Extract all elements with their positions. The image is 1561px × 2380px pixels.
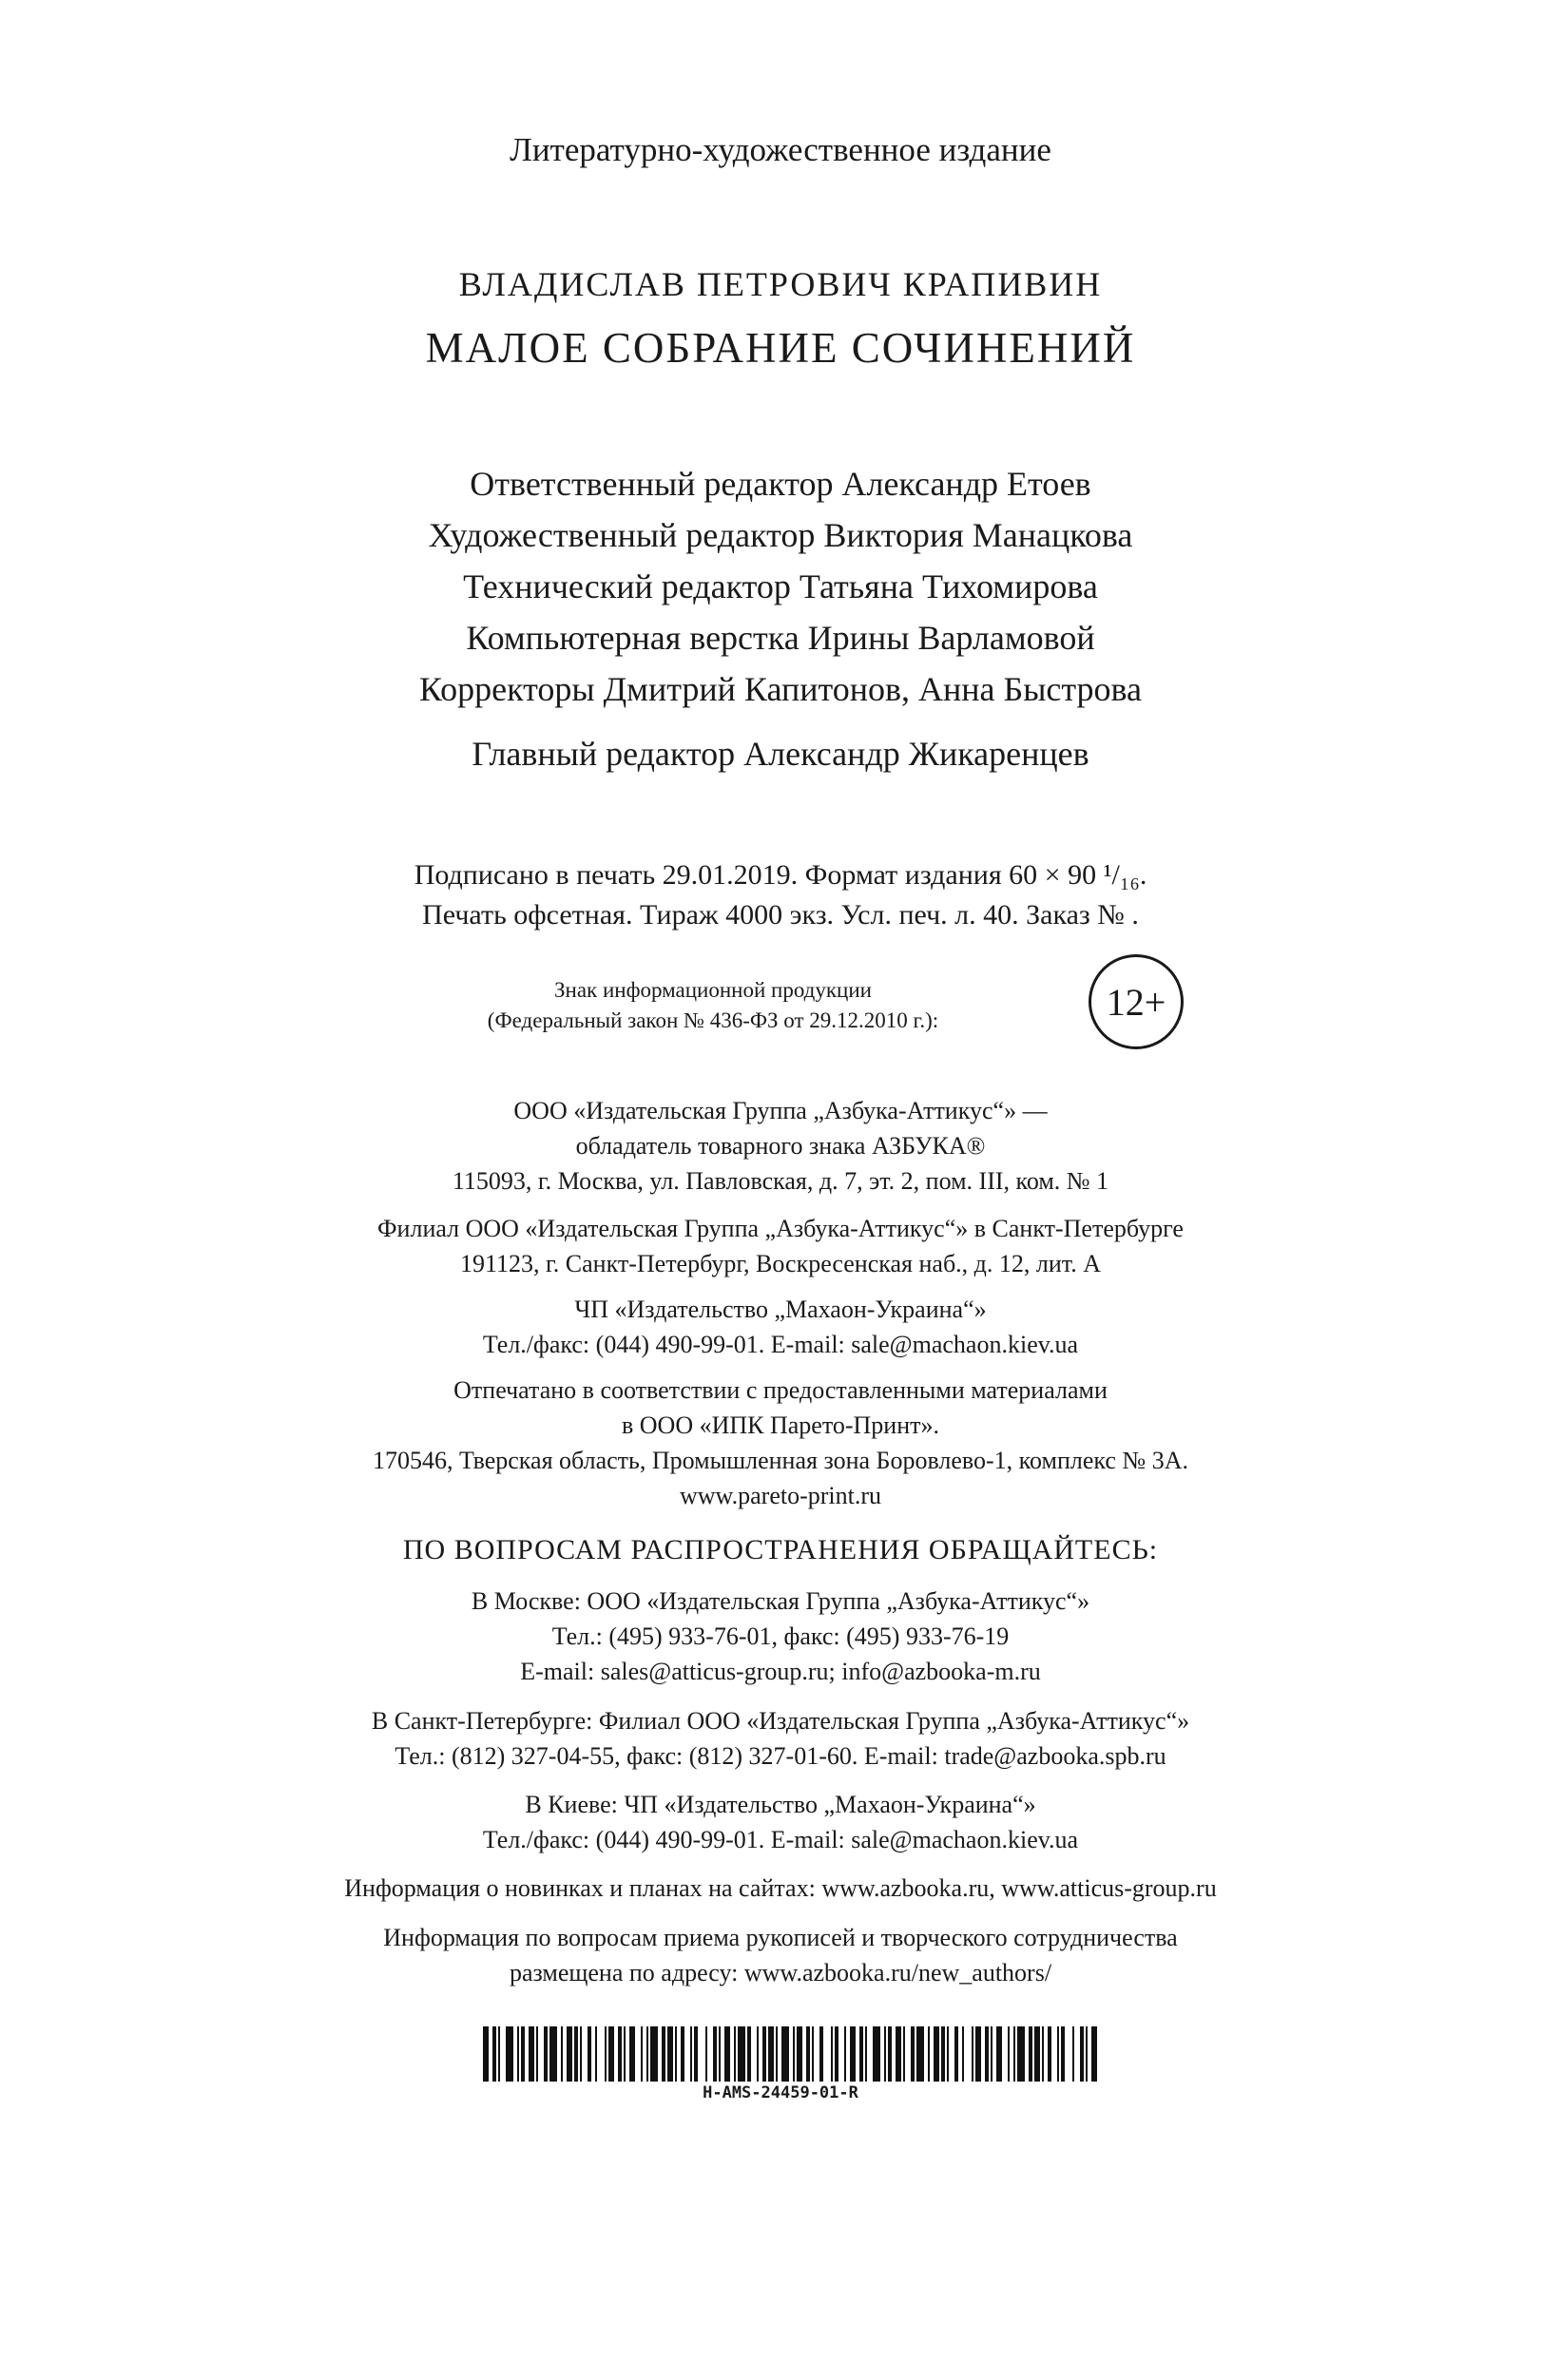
imprint-line: Тел./факс: (044) 490-99-01. E-mail: sale@machaon.kiev.ua (482, 1331, 1079, 1358)
print-info-line: Подписано в печать 29.01.2019. Формат издания 60 × 90 ¹/₁₆. (414, 859, 1147, 891)
staff-line: Ответственный редактор Александр Етоев (470, 465, 1091, 503)
barcode-gap (964, 2026, 972, 2082)
staff-line: Главный редактор Александр Жикаренцев (472, 735, 1089, 773)
imprint-line: www.pareto-print.ru (679, 1482, 882, 1509)
age-rating-badge: 12+ (1089, 954, 1184, 1049)
distribution-heading: ПО ВОПРОСАМ РАСПРОСТРАНЕНИЯ ОБРАЩАЙТЕСЬ: (402, 1534, 1159, 1565)
barcode-bar (549, 2026, 557, 2082)
barcode (483, 2026, 1099, 2082)
distribution-line: Тел.: (812) 327-04-55, факс: (812) 327-01-60. E-mail: trade@azbooka.spb.ru (395, 1742, 1166, 1770)
barcode-gap (823, 2026, 831, 2082)
barcode-gap (597, 2026, 605, 2082)
barcode-bar (1017, 2026, 1025, 2082)
barcode-bar (506, 2026, 513, 2082)
age-sign-label-line: Знак информационной продукции (554, 978, 872, 1002)
age-sign (380, 954, 1217, 1059)
collection-title: МАЛОЕ СОБРАНИЕ СОЧИНЕНИЙ (425, 324, 1136, 372)
imprint-line: в ООО «ИПК Парето-Принт». (621, 1411, 939, 1439)
distribution-line: E-mail: sales@atticus-group.ru; info@azbooka-m.ru (520, 1658, 1041, 1685)
imprint-line: ЧП «Издательство „Махаон-Украина“» (574, 1296, 987, 1323)
barcode-bar (738, 2026, 745, 2082)
barcode-bar (781, 2026, 789, 2082)
imprint-line: обладатель товарного знака АЗБУКА® (575, 1132, 986, 1160)
print-info-line: Печать офсетная. Тираж 4000 экз. Усл. печ. л. 40. Заказ № . (422, 899, 1139, 931)
staff-line: Корректоры Дмитрий Капитонов, Анна Быстрова (418, 670, 1143, 708)
series-label: Литературно-художественное издание (510, 131, 1051, 168)
staff-line: Технический редактор Татьяна Тихомирова (463, 567, 1098, 605)
barcode-gap (698, 2026, 705, 2082)
staff-line: Художественный редактор Виктория Манацкова (428, 516, 1133, 554)
barcode-code: H-AMS-24459-01-R (703, 2083, 858, 2102)
barcode-bar (650, 2026, 658, 2082)
imprint-line: Отпечатано в соответствии с предоставленными материалами (453, 1376, 1108, 1404)
distribution-line: размещена по адресу: www.azbooka.ru/new_authors/ (509, 1959, 1052, 1987)
barcode-gap (1097, 2026, 1099, 2082)
distribution-line: В Санкт-Петербурге: Филиал ООО «Издательская Группа „Азбука-Аттикус“» (371, 1707, 1190, 1735)
author-name: ВЛАДИСЛАВ ПЕТРОВИЧ КРАПИВИН (458, 265, 1103, 303)
age-sign-label-line: (Федеральный закон № 436-ФЗ от 29.12.2010 г.): (487, 1008, 939, 1032)
distribution-line: Тел./факс: (044) 490-99-01. E-mail: sale@machaon.kiev.ua (482, 1826, 1079, 1853)
distribution-line: В Москве: ООО «Издательская Группа „Азбука-Аттикус“» (471, 1587, 1090, 1615)
distribution-line: Информация по вопросам приема рукописей и творческого сотрудничества (383, 1924, 1178, 1951)
barcode-gap (1065, 2026, 1072, 2082)
barcode-bar (873, 2026, 880, 2082)
imprint-line: ООО «Издательская Группа „Азбука-Аттикус“» — (513, 1097, 1048, 1124)
imprint-line: 115093, г. Москва, ул. Павловская, д. 7, эт. 2, пом. III, ком. № 1 (452, 1167, 1109, 1195)
age-sign-label (380, 975, 1046, 1036)
distribution-line: В Киеве: ЧП «Издательство „Махаон-Украина“» (525, 1791, 1036, 1818)
imprint-line: Филиал ООО «Издательская Группа „Азбука-Аттикус“» в Санкт-Петербурге (377, 1215, 1184, 1242)
barcode-bar (916, 2026, 924, 2082)
distribution-line: Тел.: (495) 933-76-01, факс: (495) 933-76-19 (551, 1622, 1010, 1650)
distribution-line: Информация о новинках и планах на сайтах: www.azbooka.ru, www.atticus-group.ru (344, 1874, 1217, 1902)
imprint-line: 170546, Тверская область, Промышленная зона Боровлево-1, комплекс № 3А. (373, 1447, 1188, 1474)
staff-line: Компьютерная верстка Ирины Варламовой (466, 619, 1095, 657)
imprint-line: 191123, г. Санкт-Петербург, Воскресенская наб., д. 12, лит. А (460, 1250, 1101, 1277)
